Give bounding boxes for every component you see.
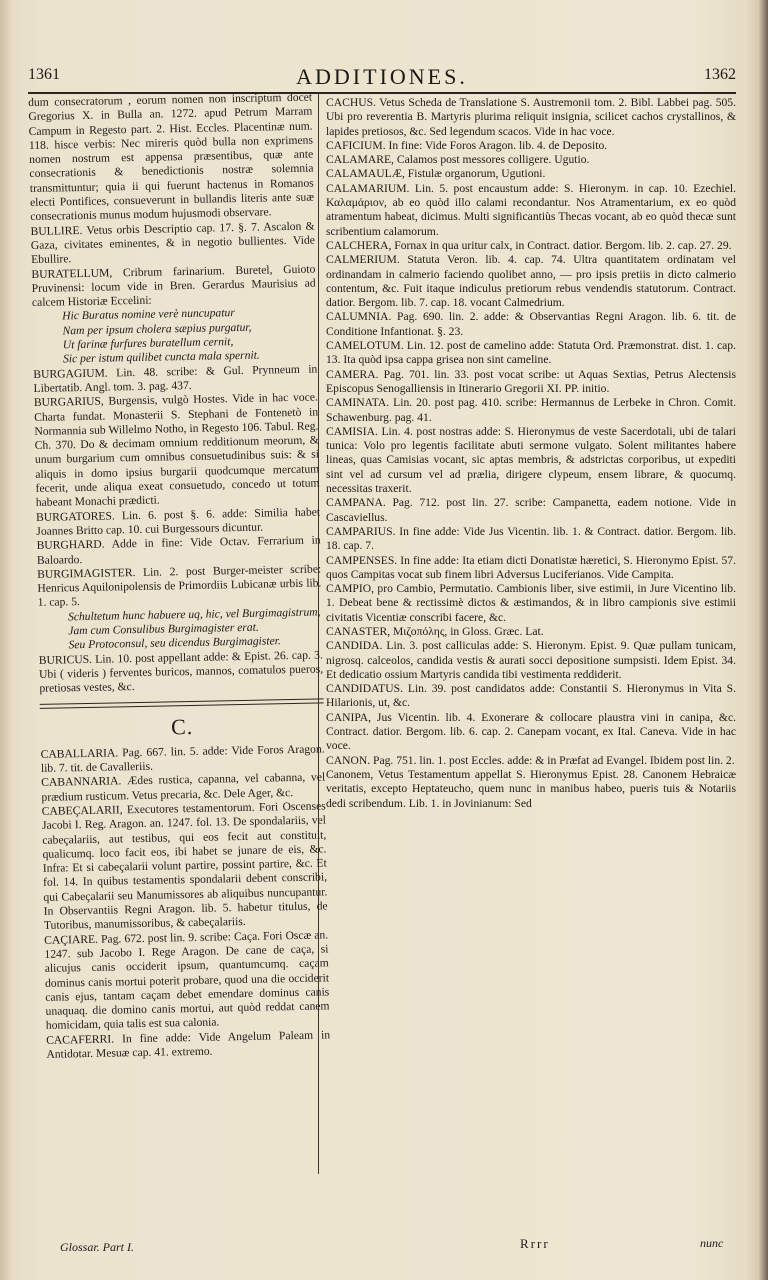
entry: CALUMNIA. Pag. 690. lin. 2. adde: & Observantias Regni Aragon. lib. 6. tit. de Conditione Infantionat. §. 23. bbox=[326, 310, 736, 338]
entry: CAMPARIUS. In fine adde: Vide Jus Vicentin. lib. 1. & Contract. datior. Bergom. lib. 18. cap. 7. bbox=[326, 524, 736, 553]
entry: CABANNARIA. Ædes rustica, capanna, vel cabanna, vel prædium rusticum. Vetus precaria, &c. Dele Ager, &c. bbox=[41, 770, 326, 804]
entry: BURGHARD. Adde in fine: Vide Octav. Ferrarium in Baloardo. bbox=[36, 533, 321, 567]
entry: CAMELOTUM. Lin. 12. post de camelino adde: Statuta Ord. Præmonstrat. dist. 1. cap. 13. Ita quòd ipsa cappa grisea non sint cameline. bbox=[326, 339, 736, 367]
running-header bbox=[28, 64, 736, 90]
entry: CABEÇALARII, Executores testamentorum. Fori Oscenses Jacobi I. Reg. Aragon. an. 1247. fol. 13. De spondalariis, vel cabeçalariis, aut testibus, qui eos fecit aut constituit, qualicumq. loco facit eos, ibi habet se junare de eis, &c. Infra: Et si cabeçalarii volunt partire, possint partire, &c. Et fol. 14. In quibus testamentis spondalarii debent conscribi, qui Cabeçalarii seu Manumissores ab aliquibus nuncupantur. In Observantiis Regni Aragon. lib. 5. habetur titulus, de Tutoribus, manumissoribus, & cabeçalariis. bbox=[41, 799, 328, 933]
verse-line: Schultetum hunc habuere uq, hic, vel Burgimagistrum, bbox=[67, 605, 321, 624]
entry: CAFICIUM. In fine: Vide Foros Aragon. lib. 4. de Deposito. bbox=[326, 138, 608, 152]
verse-line: Sic per istum quilibet cuncta mala spernit. bbox=[62, 348, 260, 366]
left-column bbox=[28, 91, 333, 1196]
entry: BURATELLUM, Cribrum farinarium. Buretel, Guioto Pruvinensi: locum vide in Bren. Gerardus Maurisius ad calcem Historiæ Eccelini: bbox=[31, 262, 316, 310]
entry: CANON. Pag. 751. lin. 1. post Eccles. adde: & in Præfat ad Evangel. Ibidem post lin. 2. bbox=[326, 753, 735, 767]
entry: CAMERA. Pag. 701. lin. 33. post vocat scribe: ut Aquas Sextias, Petrus Alectensis Episcopus Senogalliensis in Itinerario Gregorii XI. PP. initio. bbox=[326, 367, 736, 395]
page-number-right: 1362 bbox=[704, 66, 736, 83]
verse-line: Jam cum Consulibus Burgimagister erat. bbox=[68, 620, 259, 638]
entry: CAÇIARE. Pag. 672. post lin. 9. scribe: Caça. Fori Oscæ an. 1247. sub Jacobo I. Rege Aragon. De cane de caça, si alicujus canis occiderit ipsum, quantumcumq. caçam dominus canis mortui poterit probare, quod una die occiderit canis ejus, tantam caçam debet emendare dominus canis unaquaq. die domino canis mortui, aut quòd reddat canem homicidam, quia talis est sua calonia. bbox=[44, 928, 330, 1033]
signature-mark: Rrrr bbox=[520, 1236, 550, 1251]
verse-line: Seu Protoconsul, seu dicendus Burgimagister. bbox=[68, 634, 281, 652]
verse-line: Nam per ipsum cholera sæpius purgatur, bbox=[62, 320, 252, 338]
entry: CANASTER, Μιζοπόλης, in Gloss. Græc. Lat. bbox=[326, 624, 544, 638]
entry: CALMERIUM. Statuta Veron. lib. 4. cap. 74. Ultra quantitatem ordinatam vel ordinandam in calmerio faciendo quolibet anno, — pro ipsis pretiis in dicto calmerio contentum, &c. Fuit itaque indiculus pretiorum rebus vendendis statutorum. Contract. datior. Bergom. lib. 7. cap. 18. vocant Calmedrium. bbox=[326, 253, 736, 310]
entry: CAMISIA. Lin. 4. post nostras adde: S. Hieronymus de veste Sacerdotali, ubi de talari tunica: Volo pro legentis facilitate abuti sermone vulgato. Solent militantes habere lineas, quas Camisias vocant, sic aptas membris, & adstrictas corporibus, ut expediti sint vel ad cursum vel ad prælia, dirigere clypeum, ensem librare, & quocumq. necessitas traxerit. bbox=[326, 424, 736, 496]
page-edge bbox=[744, 0, 768, 1280]
entry: Canonem, Vetus Testamentum appellat S. Hieronymus Epist. 28. Canonem Hebraicæ veritatis, excepto Heptateucho, quem nunc in manibus habeo, pueris tuis & Notariis dedi scribendum. Lib. 1. in Jovinianum: Sed bbox=[326, 767, 736, 810]
entry: BURGARIUS, Burgensis, vulgò Hostes. Vide in hac voce. Charta fundat. Monasterii S. Stephani de Fontenetò in Normannia sub Willelmo Notho, in Regesto 106. Tabul. Reg. Ch. 370. Do & decimam omnium redditionum meorum, & unum burgarium cum omnibus consuetudinibus suis: & si aliquis in domo ipsius burgarii quodcumque mercatum fecerit, unde aliqua exeat consuetudo, concedo ut totum habeant Monachi prædicti. bbox=[33, 390, 320, 510]
entry: CAMPANA. Pag. 712. post lin. 27. scribe: Campanetta, eadem notione. Vide in Cascaviellus. bbox=[326, 496, 736, 524]
entry: BURICUS. Lin. 10. post appellant adde: & Epist. 26. cap. 3. Ubi ( videris ) ferventes buricos, mannos, comatulos pueros, pretiosas vestes, &c. bbox=[38, 648, 324, 696]
verse-line: Hic Buratus nomine verè nuncupatur bbox=[62, 306, 235, 323]
running-title: ADDITIONES. bbox=[296, 64, 468, 89]
catchword: nunc bbox=[700, 1236, 724, 1250]
entry: BURGAGIUM. Lin. 48. scribe: & Gul. Prynneum in Libertatib. Angl. tom. 3. pag. 437. bbox=[33, 362, 318, 395]
entry: dum consecratorum , eorum nomen non inscriptum docet Gregorius X. in Bulla an. 1272. apud Petrum Marram Campum in Regesto part. 2. Hist. Eccles. Placentinæ num. 118. hisce verbis: Nec mireris quòd bulla non exprimens nomen nostrum est appensa præsentibus, quæ ante consecrationis & benedictionis nostræ solemnia transmittuntur; quia ii qui fuerunt hactenus in Romanos electi Pontifices, consueverunt in bullandis literis ante suæ consecrationis munus modum hujusmodi observare. bbox=[28, 90, 315, 224]
entry: CABALLARIA. Pag. 667. lin. 5. adde: Vide Foros Aragon. lib. 7. tit. de Cavalleriis. bbox=[40, 742, 325, 775]
entry: BURGIMAGISTER. Lin. 2. post Burger-meister scribe: Henricus Aquilonipolensis de Primordiis Lubicanæ urbis lib. 1. cap. 5. bbox=[37, 562, 322, 610]
entry: CAMPENSES. In fine adde: Ita etiam dicti Donatistæ hæretici, S. Hieronymo Epist. 57. quos Campitas vocat sub finem libri Adversus Luciferianos. Vide Campita. bbox=[326, 553, 736, 581]
entry: CAMINATA. Lin. 20. post pag. 410. scribe: Hermannus de Lerbeke in Chron. Comit. Schawenburg. pag. 41. bbox=[326, 396, 736, 424]
entry: BURGATORES. Lin. 6. post §. 6. adde: Similia habet Joannes Britto cap. 10. cui Burgessours dicuntur. bbox=[35, 505, 321, 538]
entry: CALAMARIUM. Lin. 5. post encaustum adde: S. Hieronym. in cap. 10. Ezechiel. Καλαμάριον, ab eo quòd illo calami recondantur. Nos Atramentarium, ex eo quòd atramentum habeat, dicimus. Multi significantiùs Thecas vocant, ab eo quòd thecæ sunt scribentium calamorum. bbox=[326, 181, 736, 238]
entry: CALAMAULÆ, Fistulæ organorum, Ugutioni. bbox=[326, 167, 546, 181]
entry: CANDIDA. Lin. 3. post calliculas adde: S. Hieronym. Epist. 9. Quæ pullam tunicam, nigrosq. calceolos, candida vestis & aurati socci depositione sumpsisti. Idem Epist. 34. Et dedicatio ossium Martyris candida tibi vestimenta reddiderit. bbox=[326, 639, 736, 681]
entry: CACAFERRI. In fine adde: Vide Angelum Paleam in Antidotar. Mesuæ cap. 41. extremo. bbox=[46, 1028, 331, 1061]
verse-line: Ut farinæ furfures buratellum cernit, bbox=[62, 335, 234, 352]
entry: CACHUS. Vetus Scheda de Translatione S. Austremonii tom. 2. Bibl. Labbei pag. 505. Ubi pro reverentia B. Martyris plurima reliquit insignia, scilicet cachos crystallinos, & lapides pretiosos, &c. Sed legendum scacos. Vide in hac voce. bbox=[326, 96, 736, 138]
entry: BULLIRE. Vetus orbis Descriptio cap. 17. §. 7. Ascalon & Gaza, civitates eminentes, & in negotio bullientes. Vide Ebullire. bbox=[30, 219, 315, 267]
entry: CANDIDATUS. Lin. 39. post candidatos adde: Constantii S. Hieronymus in Vita S. Hilarionis, ut, &c. bbox=[326, 682, 736, 710]
right-column bbox=[326, 96, 736, 1196]
page-number-left: 1361 bbox=[28, 66, 60, 83]
entry: CALAMARE, Calamos post messores colligere. Ugutio. bbox=[326, 153, 590, 167]
entry: CAMPIO, pro Cambio, Permutatio. Cambionis liber, sive estimii, in Jure Vicentino lib. 1. Debeat bene & rectissimè dictos & æstimandos, & in libro campionis sive estimii civitatis Vicentiæ conscribi facere, &c. bbox=[326, 582, 736, 624]
entry: CANIPA, Jus Vicentin. lib. 4. Exonerare & collocare plaustra vini in canipa, &c. Contract. datior. Bergom. lib. 6. cap. 2. Canepam vocant, ex Ital. Caneva. Vide in hac voce. bbox=[326, 710, 736, 753]
section-heading: C. bbox=[170, 714, 194, 740]
volume-footer: Glossar. Part I. bbox=[60, 1240, 135, 1254]
entry: CALCHERA, Fornax in qua uritur calx, in Contract. datior. Bergom. lib. 2. cap. 27. 29. bbox=[326, 238, 732, 252]
